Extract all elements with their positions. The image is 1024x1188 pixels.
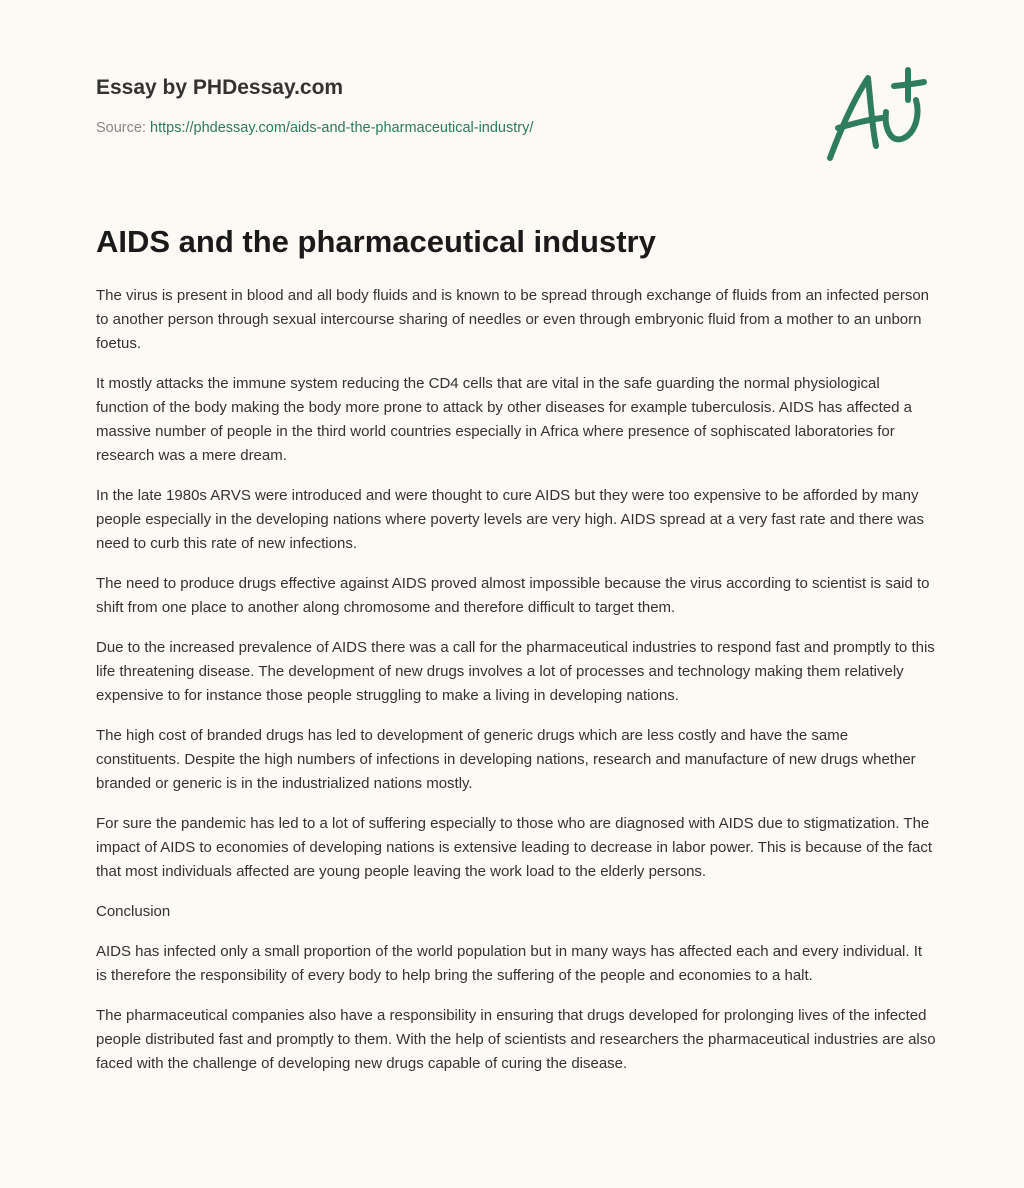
source-label: Source:: [96, 120, 146, 136]
essay-body: [96, 284, 936, 1092]
source-link[interactable]: https://phdessay.com/aids-and-the-pharmaceutical-industry/: [150, 120, 534, 136]
a-plus-logo-icon: [820, 66, 930, 166]
paragraph: The high cost of branded drugs has led to development of generic drugs which are less costly and have the same constituents. Despite the high numbers of infections in developing nations, research and manufacture of new drugs whether branded or generic is in the industrialized nations mostly.: [96, 727, 916, 792]
paragraph: In the late 1980s ARVS were introduced and were thought to cure AIDS but they were too expensive to be afforded by many people especially in the developing nations where poverty levels are very high. AIDS spread at a very fast rate and there was need to curb this rate of new infections.: [96, 487, 924, 552]
paragraph: It mostly attacks the immune system reducing the CD4 cells that are vital in the safe guarding the normal physiological function of the body making the body more prone to attack by other diseases for example tuberculosis. AIDS has affected a massive number of people in the third world countries especially in Africa where presence of sophiscated laboratories for research was a mere dream.: [96, 375, 913, 464]
source-line: [96, 120, 533, 136]
brand-title: Essay by PHDessay.com: [96, 76, 344, 99]
page-header: [96, 76, 533, 136]
paragraph: AIDS has infected only a small proportion of the world population but in many ways has affected each and every individual. It is therefore the responsibility of every body to help bring the suffering of the people and economies to a halt.: [96, 943, 923, 984]
paragraph: The pharmaceutical companies also have a responsibility in ensuring that drugs developed for prolonging lives of the infected people distributed fast and promptly to them. With the help of scientists and researchers the pharmaceutical industries are also faced with the challenge of developing new drugs capable of curing the disease.: [96, 1007, 936, 1072]
paragraph: The need to produce drugs effective against AIDS proved almost impossible because the virus according to scientist is said to shift from one place to another along chromosome and therefore difficult to target them.: [96, 575, 930, 616]
essay-title: AIDS and the pharmaceutical industry: [96, 224, 656, 259]
conclusion-heading: Conclusion: [96, 903, 171, 920]
paragraph: Due to the increased prevalence of AIDS there was a call for the pharmaceutical industries to respond fast and promptly to this life threatening disease. The development of new drugs involves a lot of processes and technology making them relatively expensive to for instance those people struggling to make a living in developing nations.: [96, 639, 935, 704]
paragraph: The virus is present in blood and all body fluids and is known to be spread through exchange of fluids from an infected person to another person through sexual intercourse sharing of needles or even through embryonic fluid from a mother to an unborn foetus.: [96, 287, 930, 352]
paragraph: For sure the pandemic has led to a lot of suffering especially to those who are diagnosed with AIDS due to stigmatization. The impact of AIDS to economies of developing nations is extensive leading to decrease in labor power. This is because of the fact that most individuals affected are young people leaving the work load to the elderly persons.: [96, 815, 933, 880]
